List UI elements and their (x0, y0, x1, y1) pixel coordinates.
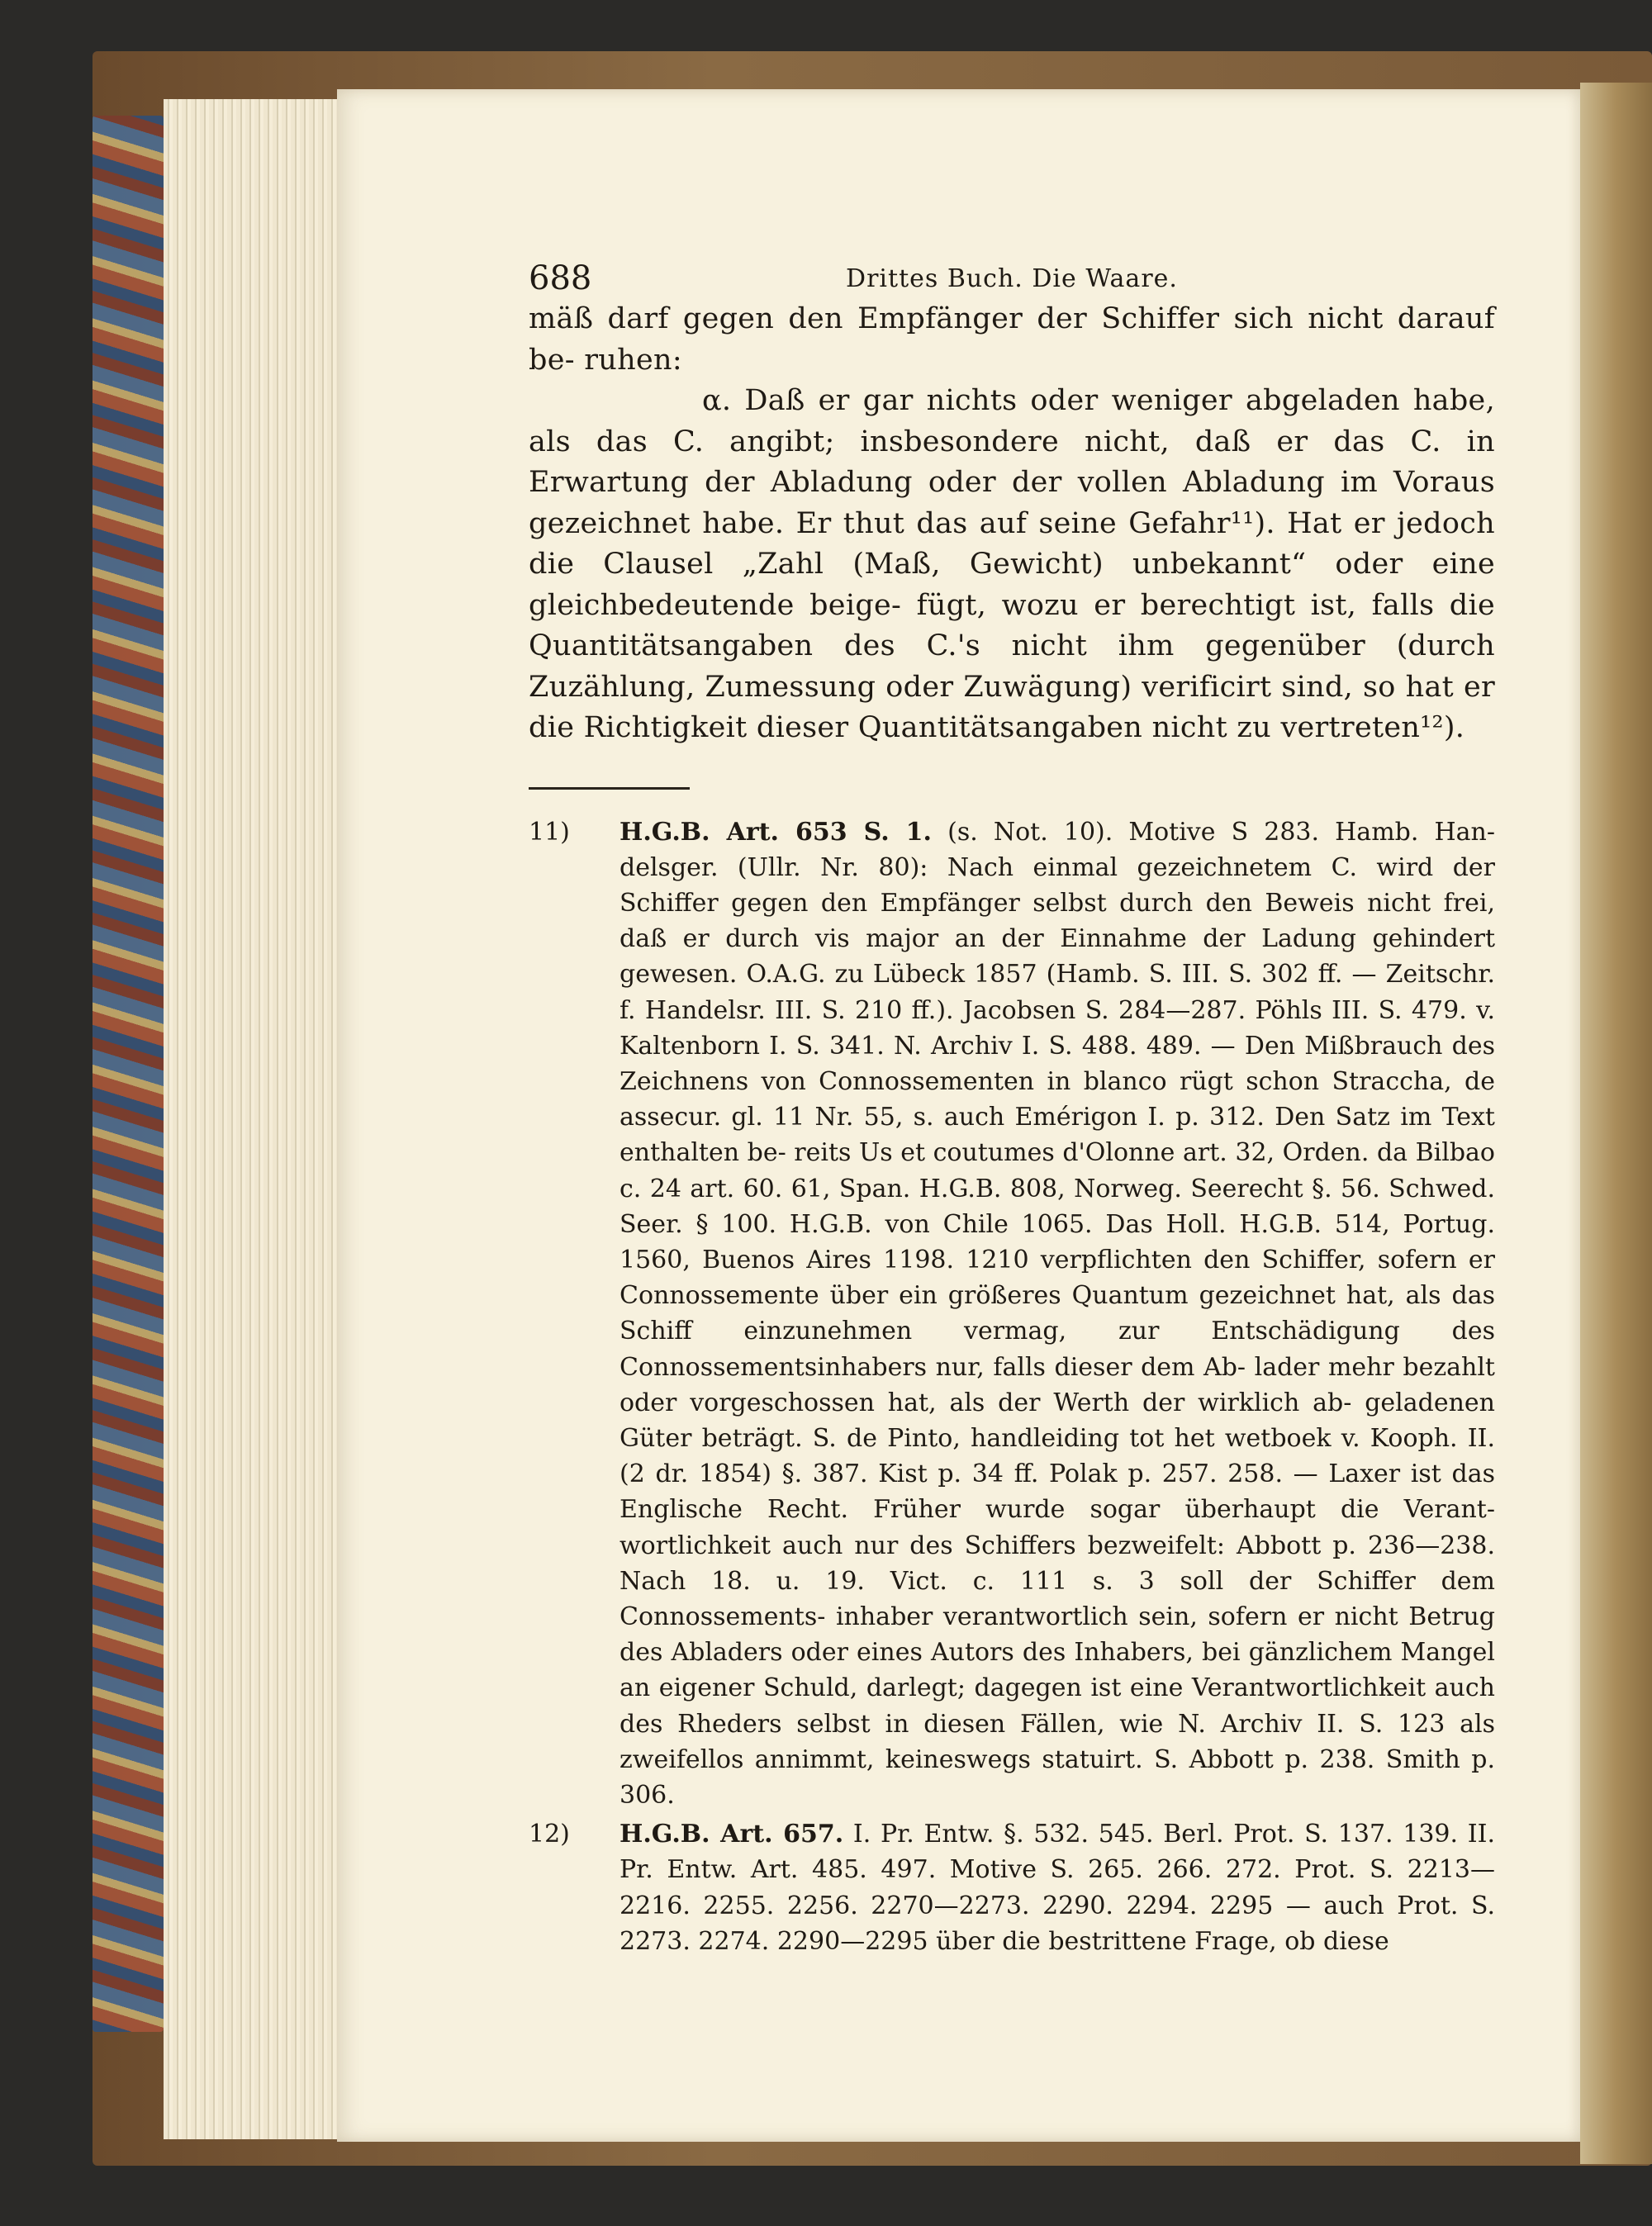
footnote-12 (529, 1816, 1495, 1959)
running-title: Drittes Buch. Die Waare. (846, 264, 1178, 293)
footnote-reference: H.G.B. Art. 657. (620, 1820, 844, 1849)
facing-page-edge (1580, 83, 1652, 2164)
footnote-text: I. Pr. Entw. §. 532. 545. Berl. Prot. S. 137. 139. II. Pr. Entw. Art. 485. 497. Motive S. 265. 266. 272. Prot. S. 2213—2216. 2255. 2256. 2270—2273. 2290. 2294. 2295 — auch Prot. S. 2273. 2274. 2290—2295 über die bestrittene Frage, ob diese (620, 1820, 1495, 1956)
marbled-edge (93, 116, 164, 2032)
page-number: 688 (529, 259, 592, 297)
running-header (529, 256, 1495, 299)
footnote-number: 12) (529, 1820, 570, 1849)
page-text (529, 256, 1495, 1959)
footnote-11 (529, 814, 1495, 1814)
body-paragraph-intro: mäß darf gegen den Empfänger der Schiffer sich nicht darauf be- ruhen: (529, 302, 1495, 377)
footnote-number: 11) (529, 817, 570, 847)
page-edges (164, 99, 339, 2139)
footnote-reference: H.G.B. Art. 653 S. 1. (620, 817, 932, 847)
footnote-divider (529, 787, 690, 790)
body-paragraph-alpha: α. Daß er gar nichts oder weniger abgeladen habe, als das C. angibt; insbesondere nicht, daß er das C. in Erwartung der Abladung oder der vollen Abladung im Voraus gezeichnet habe. Er thut das auf seine Gefahr¹¹). Hat er jedoch die Clausel „Zahl (Maß, Gewicht) unbekannt“ oder eine gleichbedeutende beige- fügt, wozu er berechtigt ist, falls die Quantitätsangaben des C.'s nicht ihm gegenüber (durch Zuzählung, Zumessung oder Zuwägung) verificirt sind, so hat er die Richtigkeit dieser Quantitätsangaben nicht zu vertreten¹²). (529, 384, 1495, 744)
footnote-text: (s. Not. 10). Motive S 283. Hamb. Han- delsger. (Ullr. Nr. 80): Nach einmal gezeichnetem C. wird der Schiffer gegen den Empfänger selbst durch den Beweis nicht frei, daß er durch vis major an der Einnahme der Ladung gehindert gewesen. O.A.G. zu Lübeck 1857 (Hamb. S. III. S. 302 ff. — Zeitschr. f. Handelsr. III. S. 210 ff.). Jacobsen S. 284—287. Pöhls III. S. 479. v. Kaltenborn I. S. 341. N. Archiv I. S. 488. 489. — Den Mißbrauch des Zeichnens von Connossementen in blanco rügt schon Straccha, de assecur. gl. 11 Nr. 55, s. auch Emérigon I. p. 312. Den Satz im Text enthalten be- reits Us et coutumes d'Olonne art. 32, Orden. da Bilbao c. 24 art. 60. 61, Span. H.G.B. 808, Norweg. Seerecht §. 56. Schwed. Seer. § 100. H.G.B. von Chile 1065. Das Holl. H.G.B. 514, Portug. 1560, Buenos Aires 1198. 1210 verpflichten den Schiffer, sofern er Connossemente über ein größeres Quantum gezeichnet hat, als das Schiff einzunehmen vermag, zur Entschädigung des Connossementsinhabers nur, falls dieser dem Ab- lader mehr bezahlt oder vorgeschossen hat, als der Werth der wirklich ab- geladenen Güter beträgt. S. de Pinto, handleiding tot het wetboek v. Kooph. II. (2 dr. 1854) §. 387. Kist p. 34 ff. Polak p. 257. 258. — Laxer ist das Englische Recht. Früher wurde sogar überhaupt die Verant- wortlichkeit auch nur des Schiffers bezweifelt: Abbott p. 236—238. Nach 18. u. 19. Vict. c. 111 s. 3 soll der Schiffer dem Connossements- inhaber verantwortlich sein, sofern er nicht Betrug des Abladers oder eines Autors des Inhabers, bei gänzlichem Mangel an eigener Schuld, darlegt; dagegen ist eine Verantwortlichkeit auch des Rheders selbst in diesen Fällen, wie N. Archiv II. S. 123 als zweifellos annimmt, keineswegs statuirt. S. Abbott p. 238. Smith p. 306. (620, 817, 1495, 1810)
